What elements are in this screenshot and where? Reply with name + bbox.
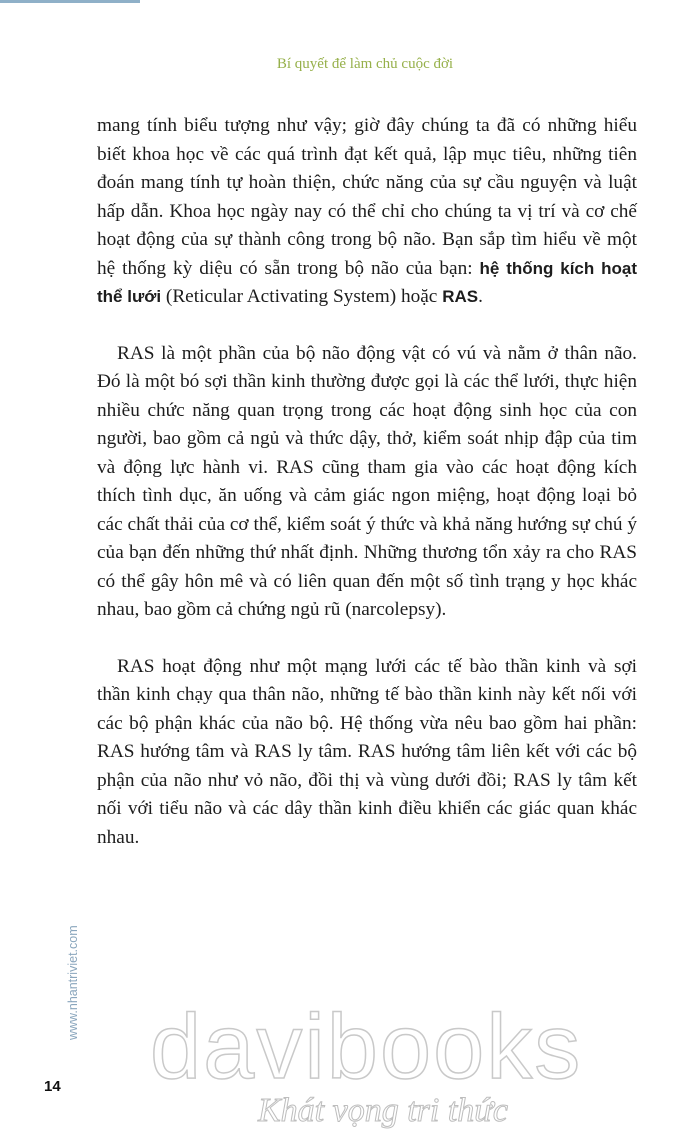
paragraph-1 <box>97 112 637 312</box>
watermark-brand: davibooks <box>150 996 583 1098</box>
acronym-ras: RAS <box>442 287 479 306</box>
page-number: 14 <box>44 1078 61 1095</box>
body-text <box>97 112 637 852</box>
paragraph-3: RAS hoạt động như một mạng lưới các tế bào thần kinh và sợi thần kinh chạy qua thân não, những tế bào thần kinh này kết nối với các bộ phận khác của não bộ. Hệ thống vừa nêu bao gồm hai phần: RAS hướng tâm và RAS ly tâm. RAS hướng tâm liên kết với các bộ phận của não như vỏ não, đồi thị và vùng dưới đồi; RAS ly tâm kết nối với tiểu não và các dây thần kinh điều khiển các giác quan khác nhau. <box>97 655 637 848</box>
watermark-tagline: Khát vọng tri thức <box>258 1092 508 1129</box>
running-header: Bí quyết để làm chủ cuộc đời <box>276 56 454 72</box>
side-website-url: www.nhantriviet.com <box>66 925 80 1040</box>
paragraph-1-text: mang tính biểu tượng như vậy; giờ đây chúng ta đã có những hiểu biết khoa học về các quá trình đạt kết quả, lập mục tiêu, những tiên đoán mang tính tự hoàn thiện, chức năng của sự cầu nguyện và luật hấp dẫn. Khoa học ngày nay có thể chỉ cho chúng ta vị trí và cơ chế hoạt động của sự thành công trong bộ não. Bạn sắp tìm hiểu về một hệ thống kỳ diệu có sẵn trong bộ não của bạn: <box>97 115 637 279</box>
highlighted-term: hệ thống kích hoạt thể lưới <box>97 258 637 306</box>
paragraph-1-middle: (Reticular Activating System) hoặc <box>161 286 443 307</box>
paragraph-2: RAS là một phần của bộ não động vật có vú và nằm ở thân não. Đó là một bó sợi thần kinh thường được gọi là các thể lưới, thực hiện nhiều chức năng quan trọng trong các hoạt động sinh học của con người, bao gồm cả ngủ và thức dậy, thở, kiểm soát nhịp đập của tim và động lực hành vi. RAS cũng tham gia vào các hoạt động kích thích tình dục, ăn uống và cảm giác ngon miệng, hoạt động loại bỏ các chất thải của cơ thể, kiểm soát ý thức và khả năng hướng sự chú ý của bạn đến những thứ nhất định. Những thương tổn xảy ra cho RAS có thể gây hôn mê và có liên quan đến một số tình trạng y học khác nhau, bao gồm cả chứng ngủ rũ (narcolepsy). <box>97 342 637 620</box>
paragraph-1-end: . <box>478 286 483 307</box>
top-accent-rule <box>0 0 140 3</box>
